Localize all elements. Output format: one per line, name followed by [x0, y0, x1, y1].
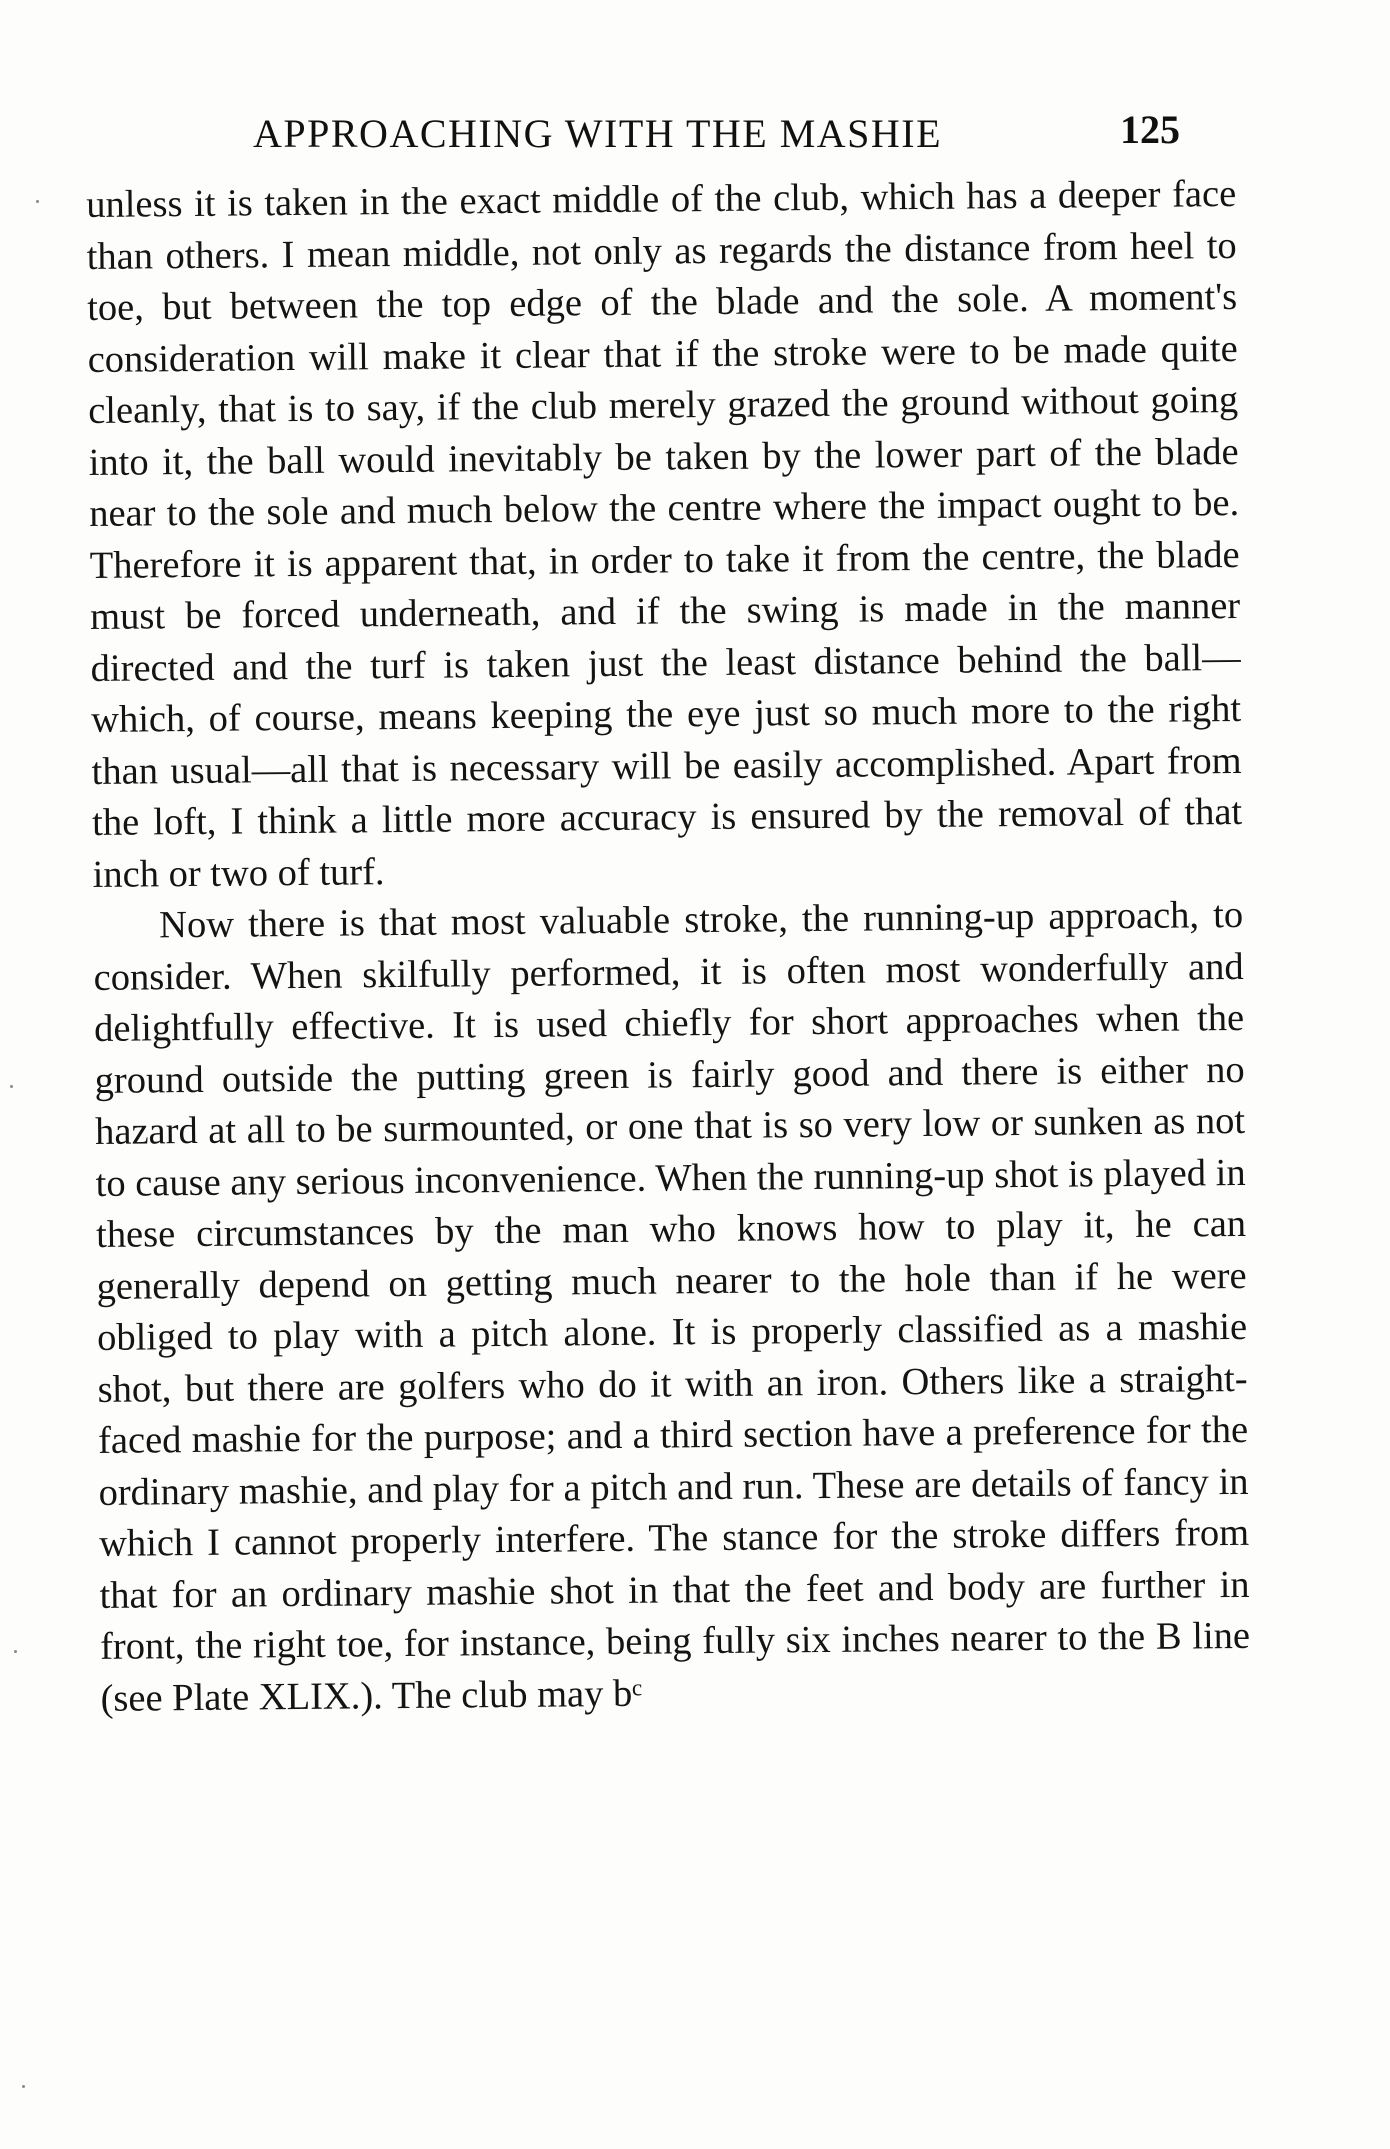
paper-speck	[22, 2085, 25, 2088]
paper-speck	[14, 1650, 17, 1653]
paragraph-continued: unless it is taken in the exact middle of the club, which has a deeper face than others. I mean middle, not only as regards the distance from heel to toe, but between the top edge of the blade and the sole. A moment's consideration will make it clear that if the stroke were to be made quite cleanly, that is to say, if the club merely grazed the ground without going into it, the ball would inevitably be taken by the lower part of the blade near to the sole and much below the centre where the impact ought to be. Therefore it is apparent that, in order to take it from the centre, the blade must be forced underneath, and if the swing is made in the manner directed and the turf is taken just the least distance behind the ball—which, of course, means keeping the eye just so much more to the right than usual—all that is necessary will be easily accomplished. Apart from the loft, I think a little more accuracy is ensured by the removal of that inch or two of turf.	[86, 172, 1243, 896]
paper-speck	[10, 1085, 13, 1088]
body-text	[86, 169, 1251, 1725]
running-title: APPROACHING WITH THE MASHIE	[253, 111, 943, 156]
page-number: 125	[1120, 107, 1180, 152]
paragraph-running-up-approach: Now there is that most valuable stroke, the running-up approach, to consider. When skilfully performed, it is often most wonderfully and delightfully effective. It is used chiefly for short approaches when the ground outside the putting green is fairly good and there is either no hazard at all to be surmounted, or one that is so very low or sunken as not to cause any serious inconvenience. When the running-up shot is played in these circumstances by the man who knows how to play it, he can generally depend on getting much nearer to the hole than if he were obliged to play with a pitch alone. It is properly classified as a mashie shot, but there are golfers who do it with an iron. Others like a straight-faced mashie for the purpose; and a third section have a preference for the ordinary mashie, and play for a pitch and run. These are details of fancy in which I cannot properly interfere. The stance for the stroke differs from that for an ordinary mashie shot in that the feet and body are further in front, the right toe, for instance, being fully six inches nearer to the B line (see Plate XLIX.). The club may bᶜ	[93, 893, 1251, 1720]
running-head	[88, 100, 1238, 160]
paper-speck	[36, 200, 39, 203]
